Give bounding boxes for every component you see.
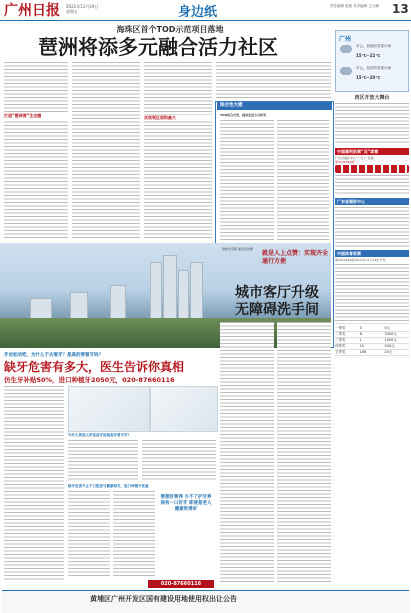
tower-building: [190, 262, 203, 324]
ad-section-a: 为什么要进入诊室前牙齿检查非要不可？: [68, 433, 131, 437]
ad-callout: 要想好要养 少不了护牙养 保有一口好牙 即使是老人 健康吃得好: [160, 495, 212, 512]
city-column-2: [277, 322, 331, 584]
prize-table-cell: 300元: [384, 344, 395, 348]
guangdong-banner: 广东省福彩中心: [335, 198, 409, 205]
prize-table-cell: 0元: [384, 326, 391, 330]
tower-building: [178, 270, 189, 324]
editor-credit: 责任编辑 张波 美术编辑 王大鹏: [330, 4, 379, 8]
sidebar-story-text-a: [220, 120, 274, 240]
lottery-banner: 中国福利彩票“双”球票: [335, 148, 409, 155]
section-name: 身边纸: [178, 5, 218, 20]
photo-caption: 琶洲全景图 通讯员供图: [222, 247, 253, 251]
prize-table: [335, 326, 409, 356]
temp-top: 15℃~22℃: [356, 53, 381, 58]
cloud-icon: [340, 45, 352, 53]
temp-bottom: 15℃~20℃: [356, 75, 381, 80]
sports-issue: 第2021264期/2021年11月18日开奖: [335, 258, 386, 262]
lottery-issue: 第2021264期: [335, 160, 355, 164]
right-sidebar: [335, 30, 409, 356]
prize-table-cell: 8: [359, 332, 362, 336]
ad-phone: 020-87660116: [148, 580, 214, 588]
ad-lead: 牙齿松动吧，为什么不去看牙？是真的要看牙吗？: [4, 353, 103, 358]
lottery-balls: [335, 165, 409, 173]
ad-column-left: [4, 386, 64, 582]
weather-city: 广州: [339, 36, 352, 43]
ad-headline: 缺牙危害有多大，医生告诉你真相: [4, 360, 185, 374]
prize-table-cell: 10: [359, 344, 365, 348]
prize-table-cell: 1000元: [384, 338, 397, 342]
clinic-photo: [150, 386, 218, 432]
lead-headline: 琶洲将添多元融合活力社区: [38, 35, 278, 59]
lead-column-4: [216, 62, 331, 98]
ad-column-lower-a: [68, 491, 110, 577]
sidebar-story-text-b: [277, 120, 329, 240]
sidebar-text-3: [335, 207, 409, 247]
sidebar-section-title: 西区开放大舞台: [354, 95, 390, 101]
issue-date: 2021年11月19日 星期五: [66, 4, 99, 14]
weather-desc-bottom: 多云，局部有零星小雨: [356, 66, 391, 70]
page-number: 13: [392, 2, 409, 16]
weather-card: [335, 30, 409, 92]
lead-column-3: [144, 62, 212, 240]
lottery-subline: 广东省福彩中心“十月+”直播: [335, 156, 374, 160]
cloud-icon: [340, 67, 352, 75]
sidebar-story-title: 综合性大楼: [217, 102, 332, 110]
prize-table-cell: 0: [359, 326, 362, 330]
sidebar-text-1: [335, 103, 409, 145]
ad-section-b: 缺牙危害不止于口腔更与健康相关，进口种植牙优惠: [68, 484, 149, 488]
prize-table-cell: 166: [359, 350, 367, 354]
city-headline: 城市客厅升级 无障碍洗手间: [235, 285, 319, 318]
prize-table-row: [335, 350, 409, 356]
prize-table-cell: 1: [359, 338, 362, 342]
prize-table-cell: 三等奖: [335, 338, 346, 342]
ad-column-lower-b: [113, 491, 155, 577]
city-column-1: [220, 322, 274, 584]
masthead-logo: 广州日报: [4, 3, 60, 19]
sidebar-story-deck: TOD综合开发，推动生活方式转变: [220, 113, 267, 117]
bottom-notice-title: 黄埔区广州开发区国有建设用地使用权出让公告: [90, 595, 237, 603]
lead-column-1: [4, 62, 68, 240]
prize-table-cell: 20元: [384, 350, 393, 354]
tower-building: [150, 262, 162, 324]
ad-column-mid-b: [142, 440, 216, 480]
sidebar-text-2: [335, 175, 409, 195]
sports-banner: 中国体育彩票: [335, 250, 409, 257]
lead-column-2: [72, 62, 140, 240]
tower-building: [163, 255, 177, 324]
lead-subhead-1: 打造“琶洲湾”生态圈: [4, 113, 68, 119]
prize-table-cell: 四等奖: [335, 344, 346, 348]
photo-slogan: 就是人上点赞：实现齐全 通行方便: [262, 250, 329, 265]
prize-table-cell: 五等奖: [335, 350, 346, 354]
prize-table-cell: 一等奖: [335, 326, 346, 330]
ad-subline: 仿生牙补贴50%，进口种植牙2050元，020-87660116: [4, 376, 175, 384]
prize-table-cell: 3000元: [384, 332, 397, 336]
sidebar-text-4: [335, 264, 409, 324]
lead-subhead-2: 实现领区面积最大: [144, 115, 212, 121]
header-rule: [0, 20, 411, 21]
weather-desc-top: 多云，局地有零星小雨: [356, 44, 391, 48]
ad-column-mid-a: [68, 440, 138, 480]
prize-table-cell: 二等奖: [335, 332, 346, 336]
dental-illustration: [68, 386, 150, 432]
lead-kicker: 海珠区首个TOD示范项目落地: [116, 25, 224, 34]
